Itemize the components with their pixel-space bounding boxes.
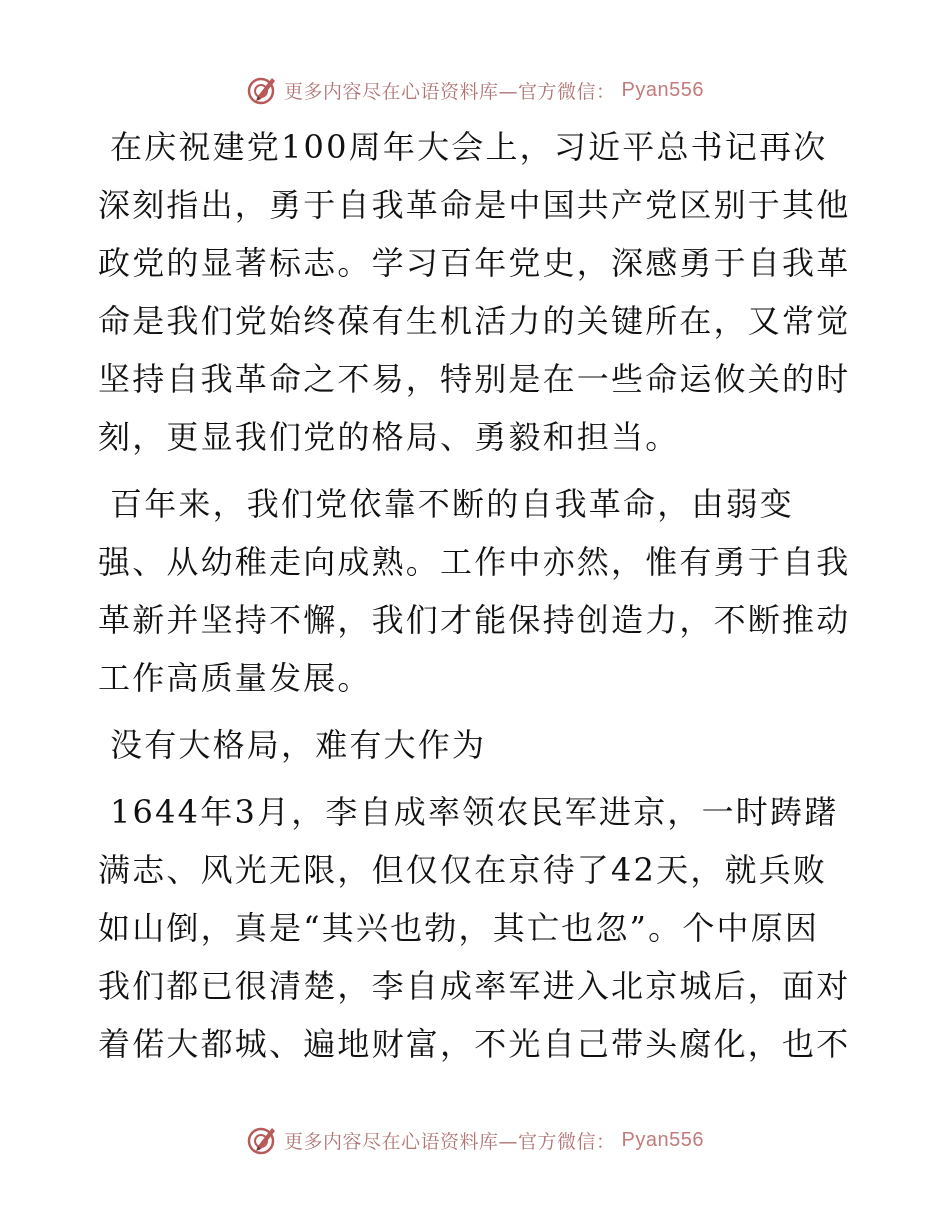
text-line: 在庆祝建党100周年大会上，习近平总书记再次 <box>110 128 828 166</box>
text-line: 刻，更显我们党的格局、勇毅和担当。 <box>98 418 680 456</box>
text-line: 工作高质量发展。 <box>98 659 372 697</box>
pen-logo-icon <box>246 1124 278 1156</box>
watermark-account: Pyan556 <box>621 78 704 101</box>
text-line: 坚持自我革命之不易，特别是在一些命运攸关的时 <box>98 360 851 398</box>
pen-logo-icon <box>246 74 278 106</box>
text-line: 1644年3月，李自成率领农民军进京，一时踌躇 <box>110 793 839 831</box>
watermark-footer <box>0 1122 950 1158</box>
section-heading <box>98 716 848 774</box>
text-line: 命是我们党始终葆有生机活力的关键所在，又常觉 <box>98 302 851 340</box>
article-body <box>98 118 851 1082</box>
paragraph <box>98 783 851 1073</box>
watermark-text: 更多内容尽在心语资料库—官方微信： <box>284 1130 616 1153</box>
watermark-header <box>0 72 950 108</box>
text-line: 我们都已很清楚，李自成率军进入北京城后，面对 <box>98 967 851 1005</box>
watermark-text: 更多内容尽在心语资料库—官方微信： <box>284 80 616 103</box>
text-line: 满志、风光无限，但仅仅在京待了42天，就兵败 <box>98 851 828 889</box>
watermark-account: Pyan556 <box>621 1128 704 1151</box>
text-line: 百年来，我们党依靠不断的自我革命，由弱变 <box>110 485 795 523</box>
text-line: 强、从幼稚走向成熟。工作中亦然，惟有勇于自我 <box>98 543 851 581</box>
paragraph <box>98 118 851 466</box>
text-line: 没有大格局，难有大作为 <box>110 726 487 764</box>
text-line: 着偌大都城、遍地财富，不光自己带头腐化，也不 <box>98 1025 851 1063</box>
text-line: 革新并坚持不懈，我们才能保持创造力，不断推动 <box>98 601 851 639</box>
paragraph <box>98 475 851 707</box>
text-line: 如山倒，真是“其兴也勃，其亡也忽”。个中原因 <box>98 909 820 947</box>
text-line: 政党的显著标志。学习百年党史，深感勇于自我革 <box>98 244 851 282</box>
text-line: 深刻指出，勇于自我革命是中国共产党区别于其他 <box>98 186 851 224</box>
